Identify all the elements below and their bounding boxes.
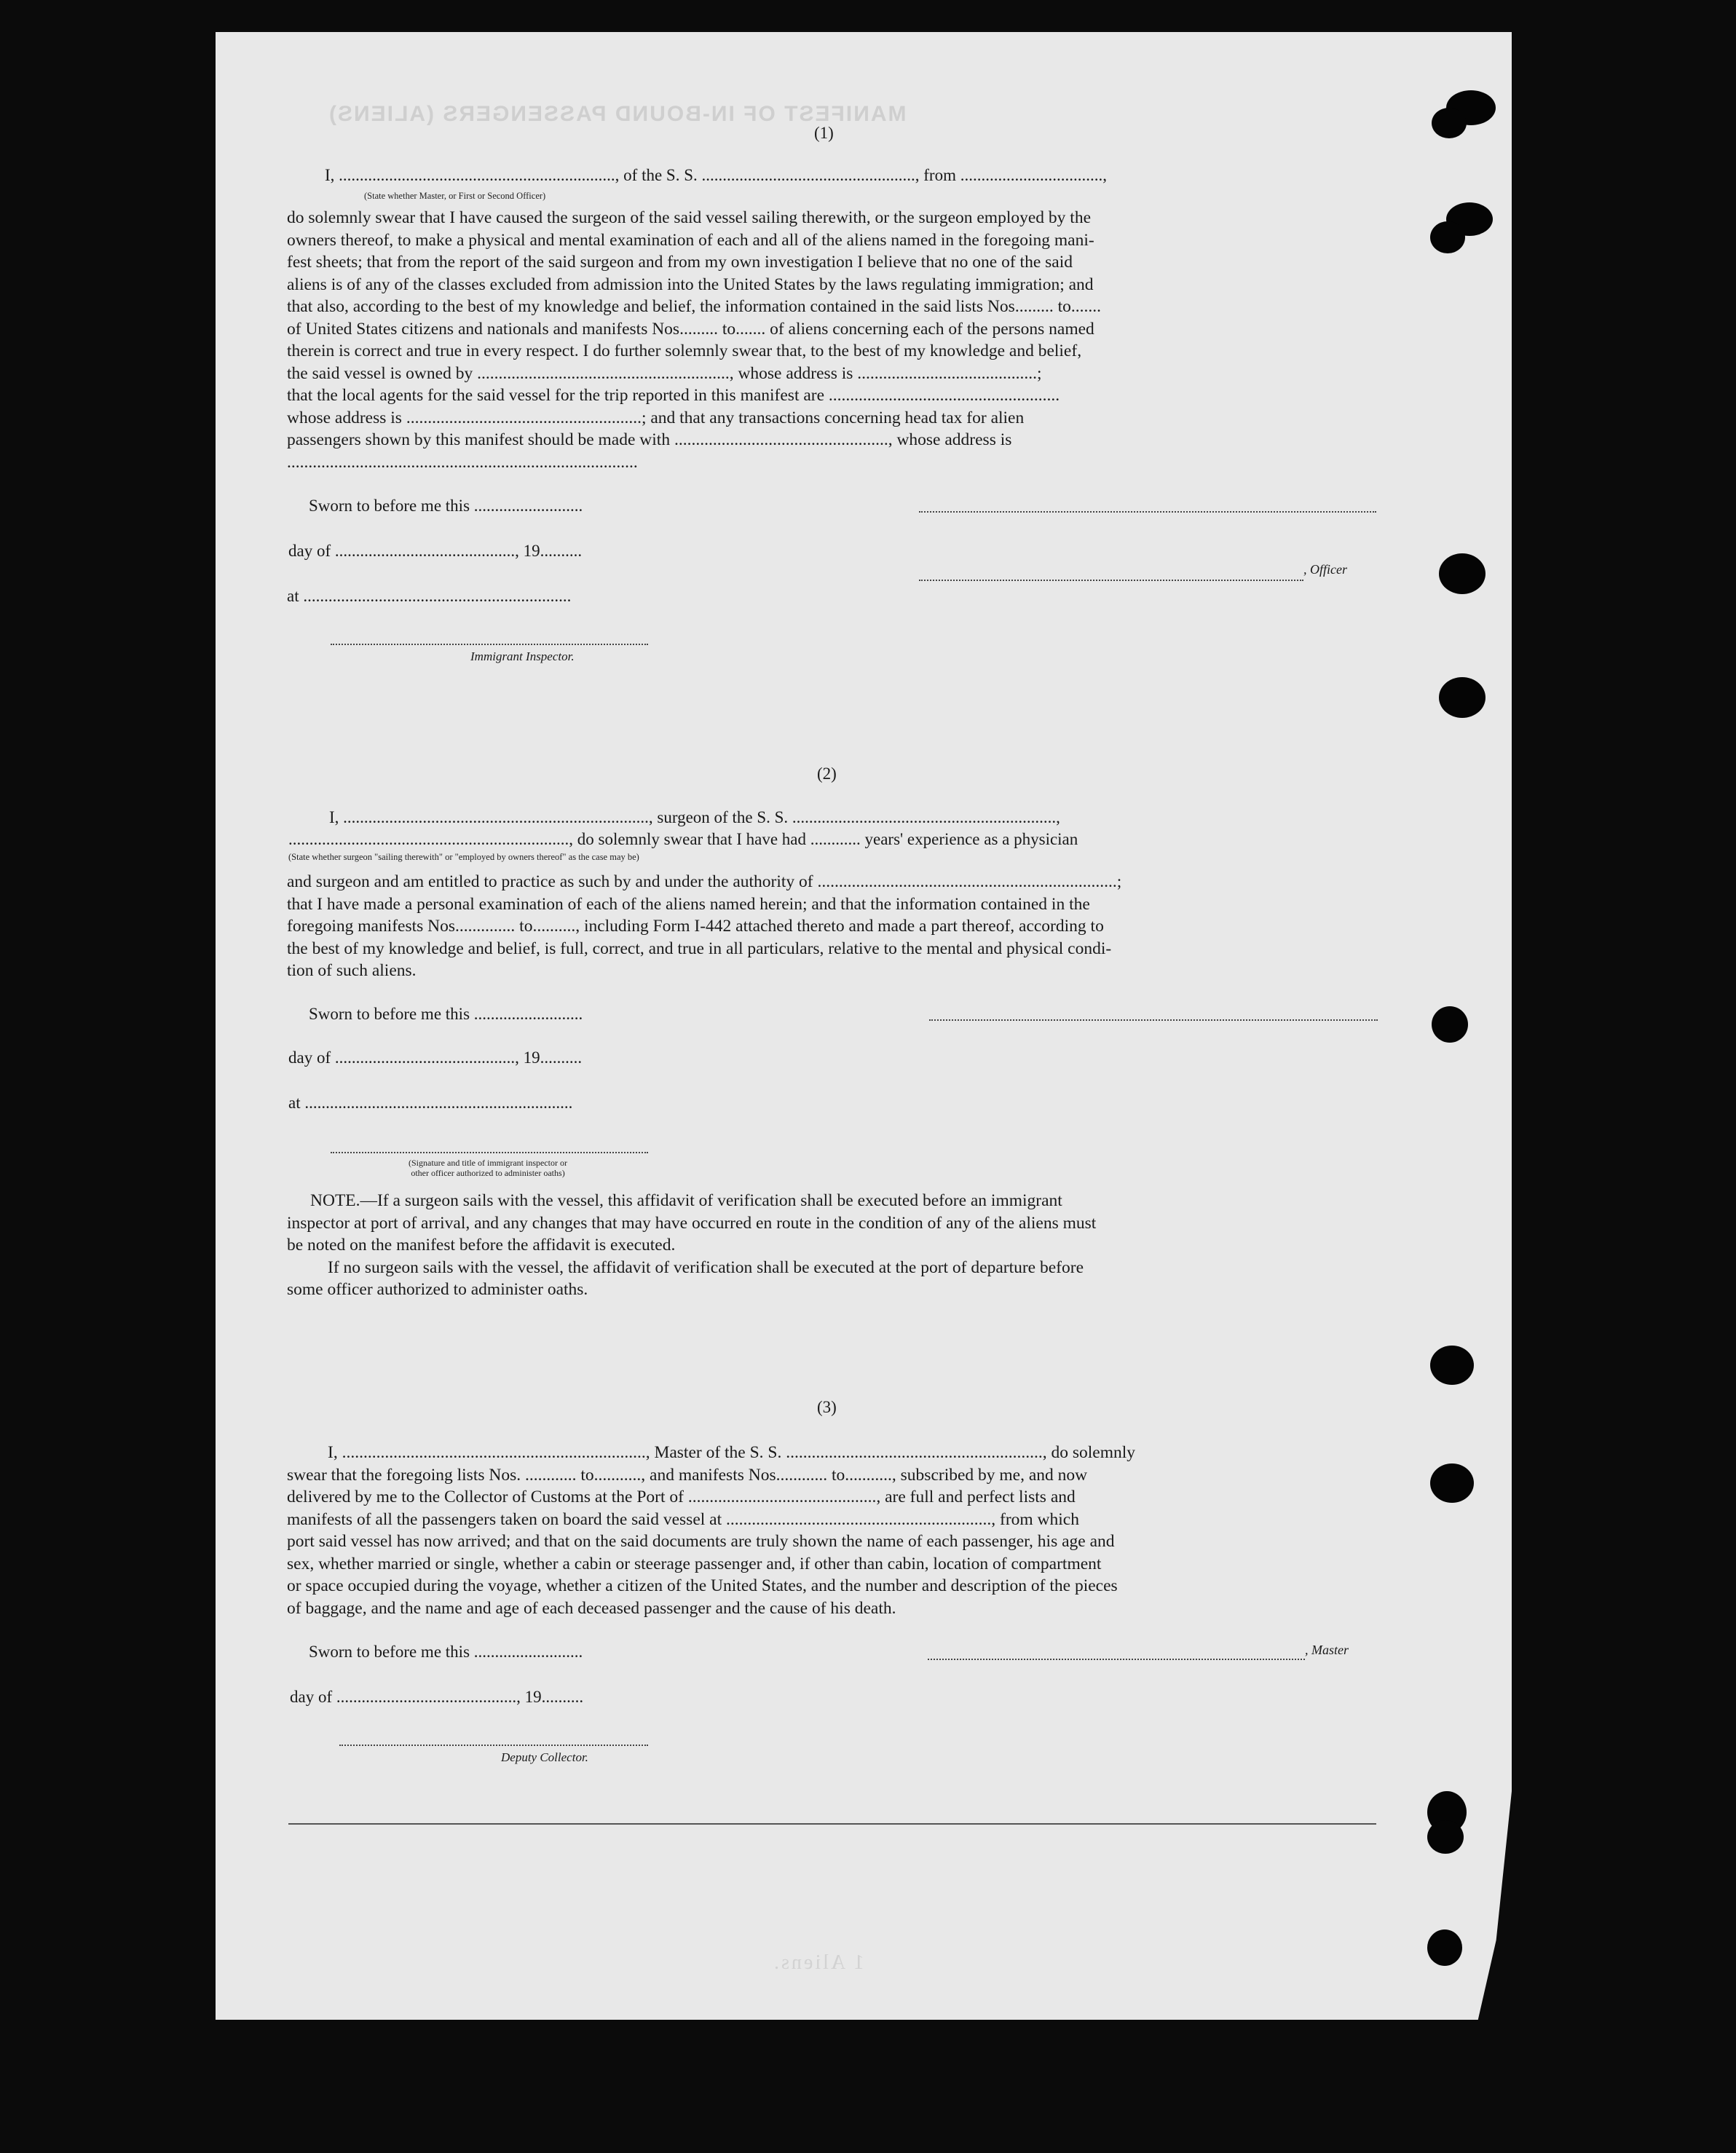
section-1-officer-caption: (State whether Master, or First or Second Officer) — [364, 191, 546, 201]
section-2-second-line: ..................................................................., do solemnly swear that I have had ............ years' experience as a physician — [288, 830, 1078, 848]
text-line: swear that the foregoing lists Nos. ............ to..........., and manifests Nos............ to..........., subscribed by me, and now — [287, 1465, 1088, 1485]
text-line: sex, whether married or single, whether a cabin or steerage passenger and, if other than cabin, location of compartment — [287, 1554, 1102, 1573]
section-2-sworn: Sworn to before me this .......................... — [309, 1005, 583, 1023]
section-2-signature-caption — [342, 1158, 634, 1178]
text-line: the said vessel is owned by ..........................................................., whose address is ..........................................; — [287, 363, 1042, 383]
section-1-affidavit — [287, 207, 1379, 473]
note-line: NOTE.—If a surgeon sails with the vessel, this affidavit of verification shall be executed before an immigrant — [310, 1191, 1062, 1210]
text-line: fest sheets; that from the report of the said surgeon and from my own investigation I believe that no one of the said — [287, 253, 1073, 272]
text-line: tion of such aliens. — [287, 961, 417, 980]
section-2-note — [287, 1190, 1379, 1301]
text-line: I, ......................................................................., Master of the S. S. ............................................................, do solemnly — [328, 1443, 1136, 1462]
section-3-day: day of ..........................................., 19.......... — [290, 1688, 584, 1706]
note-line: If no surgeon sails with the vessel, the affidavit of verification shall be executed at the port of departure before — [328, 1257, 1084, 1277]
section-2-inspector-signature-line — [331, 1152, 648, 1153]
section-3-sworn: Sworn to before me this .......................... — [309, 1643, 583, 1661]
section-2-affidavit — [287, 871, 1379, 982]
text-line: whose address is .......................................................; and that any transactions concerning head tax for alien — [287, 408, 1025, 427]
text-line: of baggage, and the name and age of each deceased passenger and the cause of his death. — [287, 1598, 896, 1618]
text-line: .................................................................................. — [287, 452, 638, 472]
caption-line: other officer authorized to administer oaths) — [411, 1168, 565, 1178]
section-1-officer-signature-line — [919, 511, 1376, 513]
section-2-surgeon-signature-line — [929, 1019, 1378, 1021]
punch-hole — [1430, 221, 1465, 253]
text-line: or space occupied during the voyage, whether a citizen of the United States, and the number and description of the pieces — [287, 1576, 1118, 1595]
note-line: some officer authorized to administer oaths. — [287, 1280, 588, 1299]
section-1-inspector-signature-line — [331, 644, 648, 645]
text-line: and surgeon and am entitled to practice as such by and under the authority of ......................................................................; — [287, 872, 1122, 891]
text-line: port said vessel has now arrived; and that on the said documents are truly shown the name of each passenger, his age and — [287, 1532, 1115, 1551]
section-3-master-signature-line — [928, 1659, 1305, 1660]
section-1-day: day of ..........................................., 19.......... — [288, 542, 583, 560]
text-line: the best of my knowledge and belief, is full, correct, and true in all particulars, relative to the mental and physical condi- — [287, 939, 1112, 958]
text-line: therein is correct and true in every respect. I do further solemnly swear that, to the best of my knowledge and belief, — [287, 341, 1082, 360]
text-line: do solemnly swear that I have caused the surgeon of the said vessel sailing therewith, or the surgeon employed by the — [287, 208, 1092, 227]
note-line: inspector at port of arrival, and any changes that may have occurred en route in the condition of any of the aliens must — [287, 1213, 1097, 1233]
section-3-master-label: , Master — [1305, 1643, 1349, 1657]
section-1-number: (1) — [814, 124, 834, 142]
section-1-officer-label: , Officer — [1303, 562, 1347, 577]
section-1-opening-line: I, .................................................................., of the S. S. ..................................................., from .................................., — [325, 166, 1107, 184]
section-2-opening-line: I, ........................................................................., surgeon of the S. S. ..............................................................., — [329, 808, 1060, 826]
section-1-sworn: Sworn to before me this .......................... — [309, 497, 583, 515]
text-line: manifests of all the passengers taken on board the said vessel at .............................................................., from which — [287, 1509, 1079, 1529]
bottom-rule — [288, 1823, 1376, 1825]
section-2-number: (2) — [817, 765, 837, 783]
punch-hole — [1427, 1820, 1464, 1854]
section-2-surgeon-caption: (State whether surgeon "sailing therewith" or "employed by owners thereof" as the case may be) — [288, 852, 639, 862]
text-line: aliens is of any of the classes excluded from admission into the United States by the laws regulating immigration; and — [287, 274, 1094, 294]
section-1-officer-signature-line-2 — [919, 580, 1303, 581]
text-line: foregoing manifests Nos.............. to.........., including Form I-442 attached thereto and made a part thereof, according to — [287, 917, 1104, 936]
section-1-at: at ................................................................ — [287, 587, 572, 605]
text-line: that I have made a personal examination of each of the aliens named herein; and that the information contained in the — [287, 894, 1090, 914]
text-line: that also, according to the best of my knowledge and belief, the information contained in the said lists Nos......... to....... — [287, 297, 1101, 316]
punch-hole — [1432, 1006, 1468, 1043]
punch-hole — [1439, 553, 1486, 594]
text-line: that the local agents for the said vessel for the trip reported in this manifest are ...................................................... — [287, 386, 1060, 405]
faded-footer-bleed: 1 Aliens. — [772, 1951, 864, 1974]
punch-hole — [1432, 108, 1467, 138]
punch-hole — [1439, 677, 1486, 718]
section-3-collector-signature-line — [339, 1745, 648, 1746]
text-line: delivered by me to the Collector of Customs at the Port of ............................................, are full and perfect lists and — [287, 1488, 1076, 1506]
text-line: owners thereof, to make a physical and mental examination of each and all of the aliens named in the foregoing mani- — [287, 230, 1094, 250]
section-3-collector-label: Deputy Collector. — [501, 1750, 588, 1764]
section-2-at: at ................................................................ — [288, 1094, 573, 1112]
section-3-number: (3) — [817, 1398, 837, 1416]
punch-hole — [1430, 1463, 1474, 1503]
note-line: be noted on the manifest before the affidavit is executed. — [287, 1236, 676, 1255]
text-line: passengers shown by this manifest should be made with .................................................., whose address is — [287, 430, 1012, 449]
section-2-day: day of ..........................................., 19.......... — [288, 1048, 583, 1067]
text-line: of United States citizens and nationals and manifests Nos......... to....... of aliens concerning each of the persons named — [287, 319, 1094, 339]
caption-line: (Signature and title of immigrant inspector or — [409, 1158, 567, 1168]
punch-hole — [1427, 1929, 1462, 1966]
faded-header-bleed: MANIFEST OF IN-BOUND PASSENGERS (ALIENS) — [328, 102, 907, 126]
section-3-affidavit — [287, 1442, 1379, 1619]
section-1-inspector-label: Immigrant Inspector. — [470, 649, 575, 663]
punch-hole — [1430, 1346, 1474, 1385]
